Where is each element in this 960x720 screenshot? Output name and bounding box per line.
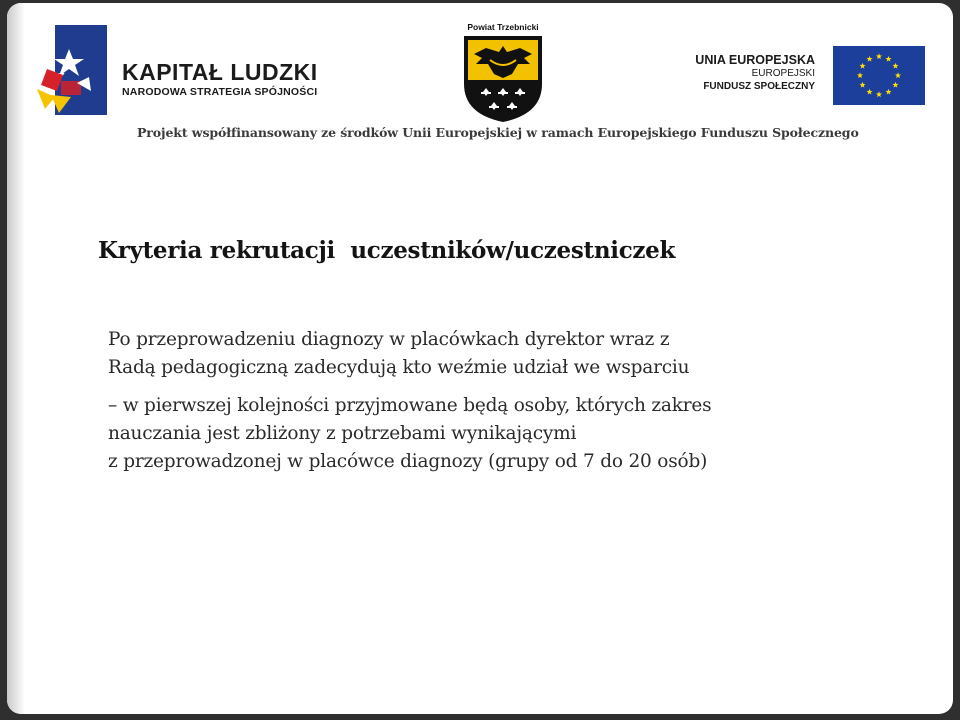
slide-content (108, 326, 908, 476)
powiat-crest (453, 22, 553, 126)
left-edge-shade (7, 3, 25, 714)
kapital-ludzki-logo-icon (37, 25, 107, 115)
eagle-crest-icon (460, 34, 546, 124)
slide-title: Kryteria rekrutacji uczestników/uczestniczek (98, 237, 676, 264)
eu-flag-icon (833, 46, 925, 105)
unia-title: UNIA EUROPEJSKA (695, 53, 815, 67)
cofinancing-banner: Projekt współfinansowany ze środków Unii Europejskiej w ramach Europejskiego Funduszu Społecznego (137, 125, 859, 140)
kapital-ludzki-title: KAPITAŁ LUDZKI (122, 59, 318, 85)
slide (7, 3, 953, 714)
unia-line-1: EUROPEJSKI (751, 68, 815, 79)
paragraph-2-line-3: z przeprowadzonej w placówce diagnozy (grupy od 7 do 20 osób) (108, 451, 708, 472)
paragraph-2-line-1: – w pierwszej kolejności przyjmowane będą osoby, których zakres (108, 395, 712, 416)
paragraph-1-line-1: Po przeprowadzeniu diagnozy w placówkach dyrektor wraz z (108, 329, 670, 350)
paragraph-2-line-2: nauczania jest zbliżony z potrzebami wynikającymi (108, 423, 577, 444)
kapital-ludzki-subtitle: NARODOWA STRATEGIA SPÓJNOŚCI (122, 86, 318, 98)
unia-europejska-wordmark (669, 53, 815, 93)
paragraph-2 (108, 392, 908, 476)
powiat-label: Powiat Trzebnicki (467, 22, 539, 32)
kapital-ludzki-wordmark (122, 60, 318, 98)
unia-line-2: FUNDUSZ SPOŁECZNY (703, 81, 815, 92)
paragraph-1 (108, 326, 908, 382)
paragraph-1-line-2: Radą pedagogiczną zadecydują kto weźmie udział we wsparciu (108, 357, 690, 378)
